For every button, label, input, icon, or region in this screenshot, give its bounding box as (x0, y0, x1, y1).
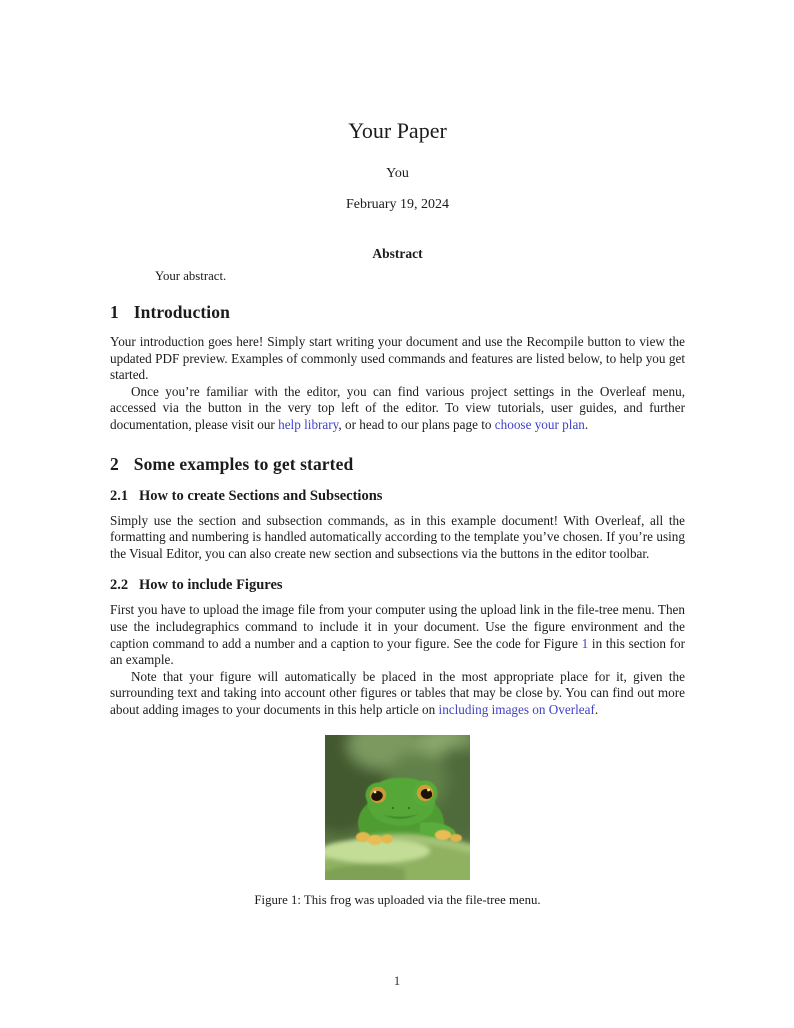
help-library-link[interactable]: help library (278, 416, 339, 432)
section-title: Some examples to get started (133, 453, 354, 474)
intro-paragraph-2 (110, 384, 685, 434)
including-images-link[interactable]: including images on Overleaf (438, 701, 595, 717)
sections-paragraph-1: Simply use the section and subsection commands, as in this example document! With Overleaf, all the formatting and numbering is handled automatically according to the template you’ve chosen. If you’re using the Visual Editor, you can also create new section and subsections via the buttons in the editor toolbar. (110, 512, 685, 561)
choose-your-plan-link[interactable]: choose your plan (494, 416, 585, 432)
figure-1 (110, 735, 685, 908)
frog-photo (325, 735, 470, 880)
section-number: 2 (110, 453, 119, 474)
section-title: Introduction (133, 302, 230, 322)
subsection-title: How to create Sections and Subsections (139, 487, 383, 504)
subsection-figures-heading (110, 576, 685, 594)
section-number: 1 (110, 302, 119, 322)
abstract-heading: Abstract (372, 246, 423, 261)
page-number: 1 (393, 973, 401, 988)
subsection-title: How to include Figures (139, 577, 283, 594)
subsection-number: 2.2 (110, 577, 129, 594)
abstract-text: Your abstract. (155, 269, 227, 283)
text-run: in this section for an example. (110, 635, 685, 668)
paper-date: February 19, 2024 (345, 197, 450, 212)
paper-author: You (386, 166, 409, 181)
text-run: . (584, 416, 589, 432)
figure-caption: Figure 1: This frog was uploaded via the file-tree menu. (254, 892, 541, 907)
figure-1-ref-link[interactable]: 1 (581, 635, 589, 651)
figures-paragraph-1 (110, 602, 685, 668)
intro-paragraph-1: Your introduction goes here! Simply start writing your document and use the Recompile button to view the updated PDF preview. Examples of commonly used commands and features are listed below, to help you get started. (110, 334, 685, 383)
page-content (110, 0, 685, 908)
subsection-sections-heading (110, 487, 685, 505)
text-run: . (594, 701, 599, 717)
section-examples-heading (110, 454, 685, 475)
text-run: Once you’re familiar with the editor, you can find various project settings in the Overleaf menu, accessed via the button in the very top left of the editor. To view tutorials, user guides, and further documentation, please visit our (110, 383, 685, 432)
figures-paragraph-2 (110, 669, 685, 719)
text-run: , or head to our plans page to (338, 416, 495, 432)
subsection-number: 2.1 (110, 487, 129, 504)
paper-title: Your Paper (348, 118, 447, 143)
text-run: Note that your figure will automatically be placed in the most appropriate place for it, given the surrounding text and taking into account other figures or tables that may be close by. You can find out more about adding images to your documents in this help article on (110, 668, 685, 717)
section-introduction-heading (110, 302, 685, 323)
text-run: First you have to upload the image file from your computer using the upload link in the file-tree menu. Then use the includegraphics command to include it in your document. Use the figure environment and the caption command to add a number and a caption to your figure. See the code for Figure (110, 602, 685, 651)
